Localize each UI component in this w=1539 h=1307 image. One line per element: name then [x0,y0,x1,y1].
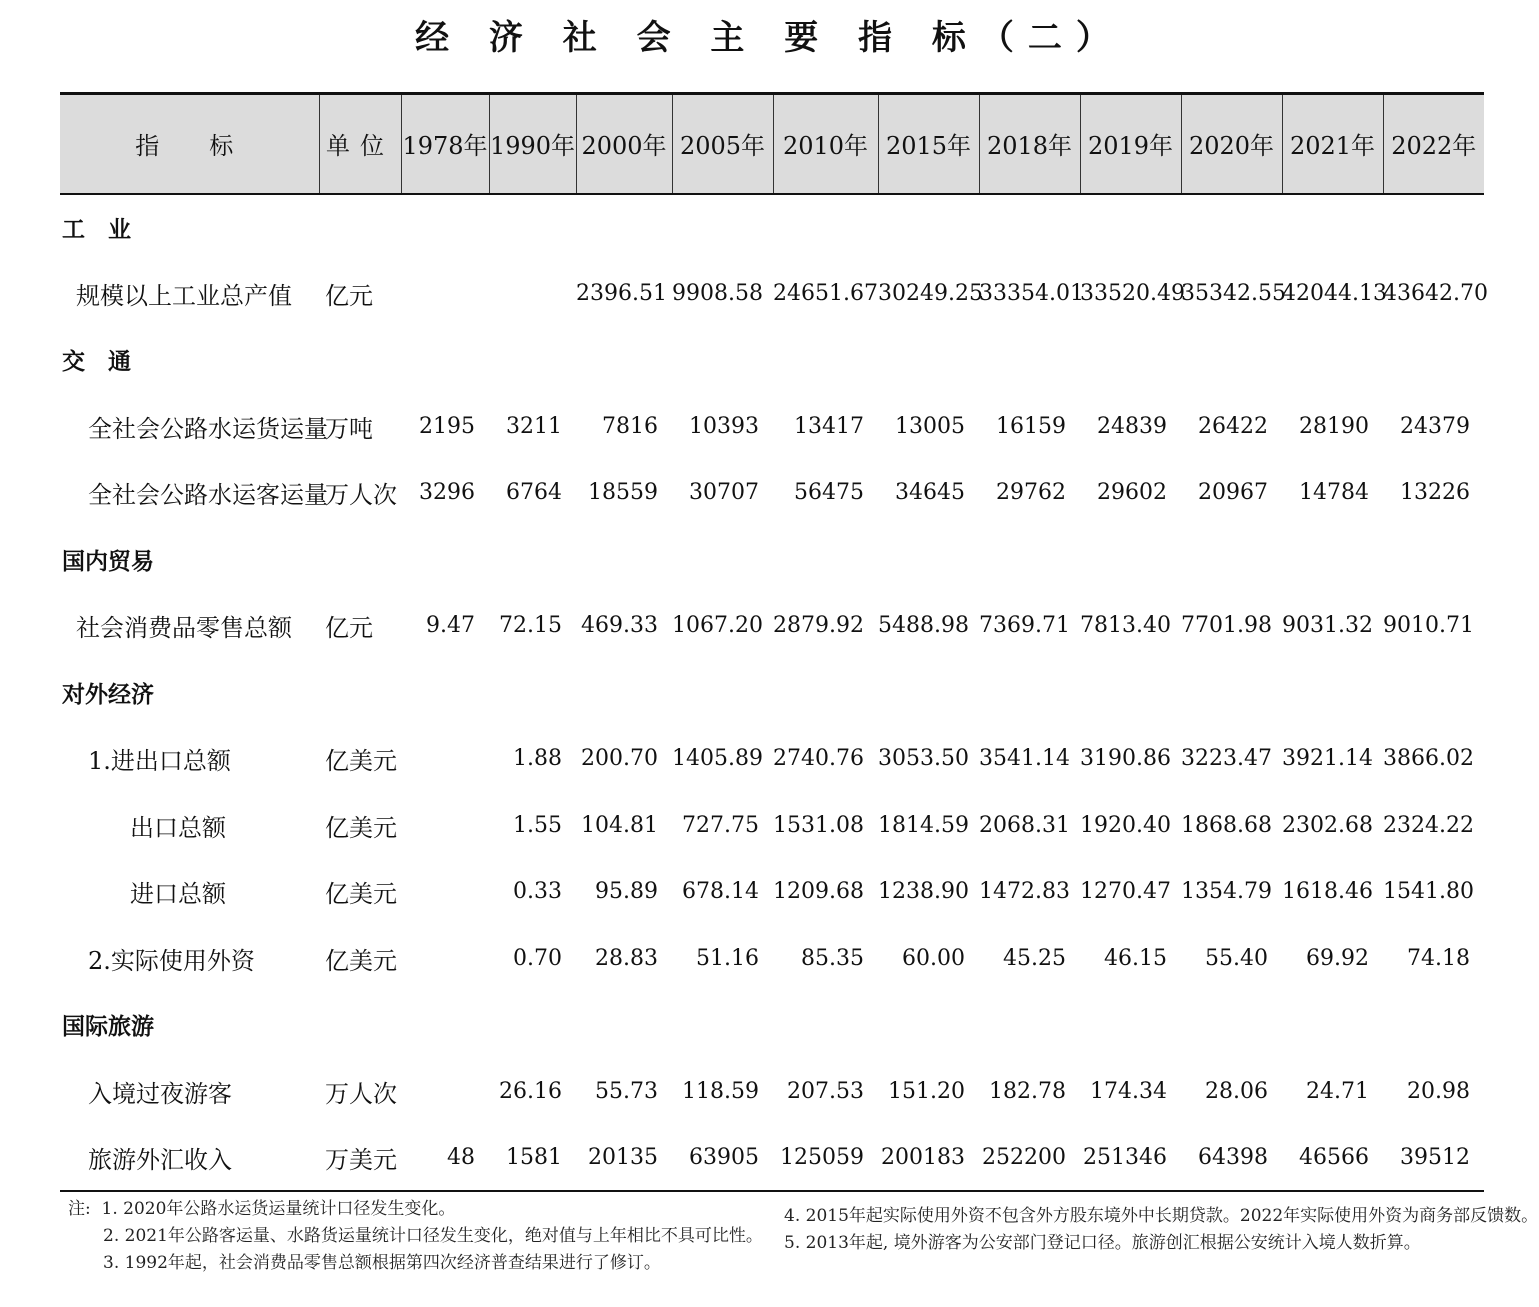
row-name: 全社会公路水运货运量 [88,414,328,443]
cell: 48 [401,1125,489,1192]
cell: 64398 [1181,1125,1282,1192]
cell: 1067.20 [672,613,763,639]
table-row [60,460,1484,527]
table-row [60,260,1484,327]
cell: 1531.08 [773,812,864,838]
cell: 3190.86 [1080,746,1171,772]
cell: 3211 [506,413,562,439]
cell: 3921.14 [1282,746,1373,772]
cell: 29602 [1097,480,1167,506]
cell: 35342.55 [1181,280,1286,306]
header-year: 2020年 [1181,94,1282,194]
section-foreign: 对外经济 [62,681,154,708]
cell: 33520.49 [1080,280,1185,306]
cell: 29762 [996,480,1066,506]
cell [489,260,576,327]
row-unit: 万人次 [325,1079,397,1108]
cell: 1472.83 [979,879,1070,905]
cell: 20135 [576,1125,672,1192]
cell: 1618.46 [1282,879,1373,905]
cell: 60.00 [902,945,965,971]
header-row [60,94,1484,194]
row-name: 旅游外汇收入 [60,1125,319,1192]
notes-left [68,1196,763,1277]
cell: 2324.22 [1383,812,1474,838]
page-title: 经 济 社 会 主 要 指 标（二） [415,18,1124,58]
cell: 104.81 [581,812,658,838]
table-row [60,593,1484,660]
cell: 13417 [794,413,864,439]
header-year: 2021年 [1282,94,1383,194]
row-name: 入境过夜游客 [88,1079,232,1108]
cell: 30707 [689,480,759,506]
cell: 28.06 [1205,1078,1268,1104]
section-transport: 交 通 [62,349,131,376]
cell: 26422 [1198,413,1268,439]
row-unit: 亿元 [325,614,373,643]
section-row [60,659,1484,726]
note-prefix: 注: [68,1199,91,1219]
cell [401,726,489,793]
indicators-table [60,92,1488,1192]
row-name: 2.实际使用外资 [88,946,255,975]
cell: 118.59 [682,1078,759,1104]
cell: 1920.40 [1080,812,1171,838]
cell: 20967 [1198,480,1268,506]
cell: 72.15 [499,613,562,639]
cell: 1.88 [513,746,562,772]
cell: 51.16 [696,945,759,971]
header-year: 2015年 [878,94,979,194]
cell: 46566 [1282,1125,1383,1192]
cell: 1868.68 [1181,812,1272,838]
cell: 33354.01 [979,280,1084,306]
row-unit: 万人次 [325,481,397,510]
row-unit: 亿美元 [325,813,397,842]
cell: 24651.67 [773,280,878,306]
cell: 28190 [1299,413,1369,439]
cell: 3541.14 [979,746,1070,772]
header-year: 2018年 [979,94,1080,194]
section-row [60,194,1484,261]
header-indicator: 指标 [60,94,319,194]
cell: 10393 [689,413,759,439]
cell: 727.75 [682,812,759,838]
cell: 74.18 [1407,945,1470,971]
cell: 13226 [1400,480,1470,506]
row-unit: 万吨 [325,414,373,443]
cell: 34645 [895,480,965,506]
note-1: 1. 2020年公路水运货运量统计口径发生变化。 [101,1199,456,1219]
cell: 30249.25 [878,280,983,306]
cell: 7701.98 [1181,613,1272,639]
cell: 55.73 [595,1078,658,1104]
cell [401,1058,489,1125]
cell: 26.16 [499,1078,562,1104]
note-2: 2. 2021年公路客运量、水路货运量统计口径发生变化，绝对值与上年相比不具可比性。 [103,1226,763,1246]
header-year: 2005年 [672,94,773,194]
note-4: 4. 2015年起实际使用外资不包含外方股东境外中长期贷款。2022年实际使用外资为商务部反馈数。 [784,1206,1539,1226]
section-industry: 工 业 [62,216,131,243]
row-name: 出口总额 [130,813,226,842]
row-unit: 亿元 [325,281,373,310]
cell [401,792,489,859]
cell: 2302.68 [1282,812,1373,838]
cell: 56475 [794,480,864,506]
header-year: 1978年 [401,94,489,194]
cell: 95.89 [595,879,658,905]
row-name: 进口总额 [130,880,226,909]
section-row [60,992,1484,1059]
row-unit: 万美元 [319,1125,401,1192]
cell: 2068.31 [979,812,1070,838]
cell: 469.33 [581,613,658,639]
row-name: 全社会公路水运客运量 [88,481,328,510]
header-year: 1990年 [489,94,576,194]
section-trade: 国内贸易 [62,548,154,575]
cell: 1541.80 [1383,879,1474,905]
header-year: 2010年 [773,94,878,194]
cell: 5488.98 [878,613,969,639]
cell: 678.14 [682,879,759,905]
row-unit: 亿美元 [325,747,397,776]
cell: 43642.70 [1383,280,1488,306]
cell: 45.25 [1003,945,1066,971]
cell: 251346 [1080,1125,1181,1192]
cell: 1581 [489,1125,576,1192]
cell: 28.83 [595,945,658,971]
table-row [60,792,1484,859]
cell: 55.40 [1205,945,1268,971]
header-year: 2022年 [1383,94,1484,194]
table-row [60,1058,1484,1125]
cell: 42044.13 [1282,280,1387,306]
header-year: 2019年 [1080,94,1181,194]
cell: 3866.02 [1383,746,1474,772]
table-row [60,859,1484,926]
header-unit: 单位 [319,94,401,194]
cell: 24.71 [1306,1078,1369,1104]
cell: 7813.40 [1080,613,1171,639]
cell: 1270.47 [1080,879,1171,905]
cell [401,859,489,926]
cell: 39512 [1383,1125,1484,1192]
notes-right [784,1203,1538,1257]
cell: 1405.89 [672,746,763,772]
cell: 2396.51 [576,280,667,306]
cell: 2879.92 [773,613,864,639]
cell: 200183 [878,1125,979,1192]
cell: 7816 [602,413,658,439]
row-unit: 亿美元 [325,880,397,909]
cell: 1.55 [513,812,562,838]
cell: 3053.50 [878,746,969,772]
cell [401,260,489,327]
cell: 0.33 [513,879,562,905]
cell: 9031.32 [1282,613,1373,639]
section-tourism: 国际旅游 [62,1014,154,1041]
table-row [60,925,1484,992]
cell: 7369.71 [979,613,1070,639]
cell [401,925,489,992]
cell: 200.70 [581,746,658,772]
cell: 182.78 [989,1078,1066,1104]
cell: 1238.90 [878,879,969,905]
cell: 2195 [419,413,475,439]
cell: 1354.79 [1181,879,1272,905]
cell: 24839 [1097,413,1167,439]
table-row [60,1125,1484,1192]
cell: 2740.76 [773,746,864,772]
cell: 1209.68 [773,879,864,905]
row-name: 规模以上工业总产值 [76,281,292,310]
cell: 9908.58 [672,280,763,306]
cell: 0.70 [513,945,562,971]
cell: 69.92 [1306,945,1369,971]
table-row [60,393,1484,460]
cell: 1814.59 [878,812,969,838]
table-row [60,726,1484,793]
cell: 24379 [1400,413,1470,439]
note-line-1 [68,1196,763,1223]
row-name: 社会消费品零售总额 [76,614,292,643]
cell: 14784 [1299,480,1369,506]
cell: 3296 [419,480,475,506]
cell: 18559 [588,480,658,506]
cell: 125059 [773,1125,878,1192]
cell: 9.47 [426,613,475,639]
cell: 20.98 [1407,1078,1470,1104]
row-name: 1.进出口总额 [88,747,231,776]
header-year: 2000年 [576,94,672,194]
cell: 252200 [979,1125,1080,1192]
section-row [60,327,1484,394]
note-5: 5. 2013年起, 境外游客为公安部门登记口径。旅游创汇根据公安统计入境人数折算。 [784,1233,1421,1253]
cell: 13005 [895,413,965,439]
row-unit: 亿美元 [325,946,397,975]
cell: 85.35 [801,945,864,971]
cell: 151.20 [888,1078,965,1104]
cell: 174.34 [1090,1078,1167,1104]
cell: 63905 [672,1125,773,1192]
note-3: 3. 1992年起，社会消费品零售总额根据第四次经济普查结果进行了修订。 [103,1253,661,1273]
cell: 207.53 [787,1078,864,1104]
section-row [60,526,1484,593]
cell: 16159 [996,413,1066,439]
cell: 6764 [506,480,562,506]
cell: 3223.47 [1181,746,1272,772]
cell: 9010.71 [1383,613,1474,639]
cell: 46.15 [1104,945,1167,971]
